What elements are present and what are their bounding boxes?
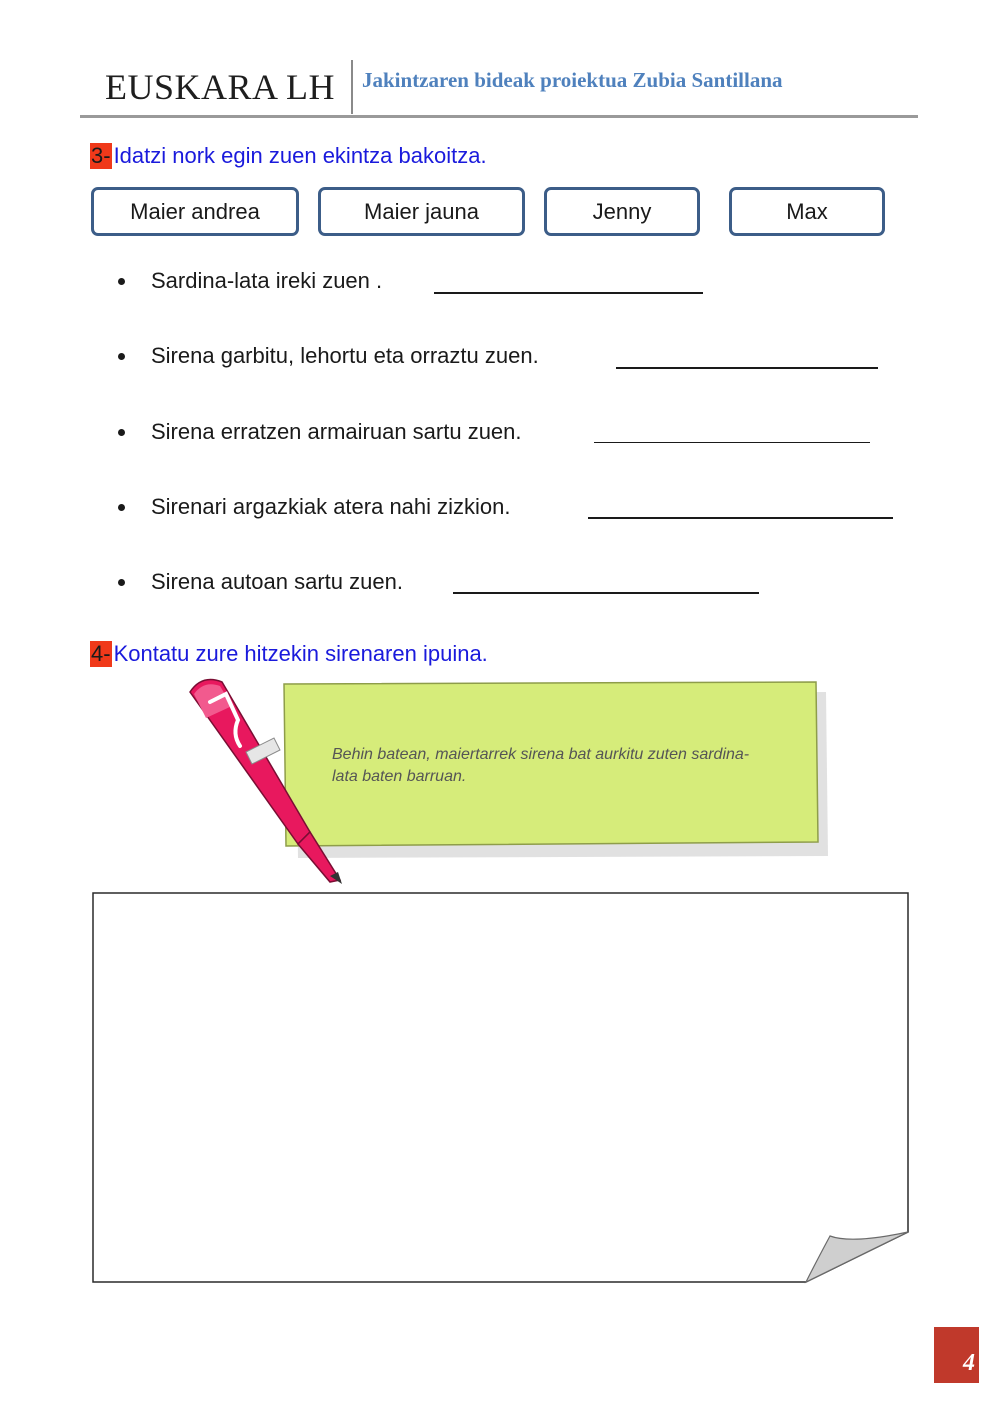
exercise-4-heading	[90, 641, 488, 667]
answer-line-1[interactable]	[434, 292, 703, 294]
name-option-jenny[interactable]: Jenny	[544, 187, 700, 236]
name-option-maier-andrea[interactable]: Maier andrea	[91, 187, 299, 236]
exercise-4-instruction: Kontatu zure hitzekin sirenaren ipuina.	[113, 641, 488, 666]
header-subtitle: Jakintzaren bideak proiektua Zubia Santillana	[362, 68, 783, 92]
exercise-4-number: 4-	[91, 641, 111, 666]
answer-line-2[interactable]	[616, 367, 878, 369]
bullet-icon	[118, 278, 125, 285]
answer-line-3[interactable]	[594, 442, 870, 443]
name-option-maier-jauna[interactable]: Maier jauna	[318, 187, 525, 236]
note-example-text: Behin batean, maiertarrek sirena bat aurkitu zuten sardina-lata baten barruan.	[332, 746, 750, 785]
exercise-3-number: 3-	[91, 143, 111, 168]
bullet-icon	[118, 429, 125, 436]
exercise-3-heading	[90, 143, 487, 169]
bullet-icon	[118, 353, 125, 360]
exercise-3-instruction: Idatzi nork egin zuen ekintza bakoitza.	[113, 143, 487, 168]
page-number: 4	[963, 1350, 975, 1376]
name-option-max[interactable]: Max	[729, 187, 885, 236]
page-number-underline	[934, 1381, 979, 1383]
sentence-text: Sardina-lata ireki zuen .	[151, 268, 383, 293]
header-divider	[351, 60, 353, 114]
sentence-item	[118, 343, 539, 369]
sentence-item	[118, 419, 522, 445]
header-rule	[80, 115, 918, 118]
bullet-icon	[118, 504, 125, 511]
bullet-icon	[118, 579, 125, 586]
sentence-text: Sirenari argazkiak atera nahi zizkion.	[151, 494, 511, 519]
sentence-item	[118, 494, 511, 520]
sentence-item	[118, 268, 382, 294]
answer-line-5[interactable]	[453, 592, 759, 594]
page-number-badge	[934, 1327, 979, 1381]
sentence-text: Sirena autoan sartu zuen.	[151, 569, 403, 594]
story-writing-area[interactable]	[92, 892, 910, 1284]
sentence-item	[118, 569, 403, 595]
sentence-text: Sirena garbitu, lehortu eta orraztu zuen.	[151, 343, 539, 368]
header-title: EUSKARA LH	[105, 67, 336, 107]
answer-line-4[interactable]	[588, 517, 893, 519]
sentence-text: Sirena erratzen armairuan sartu zuen.	[151, 419, 522, 444]
